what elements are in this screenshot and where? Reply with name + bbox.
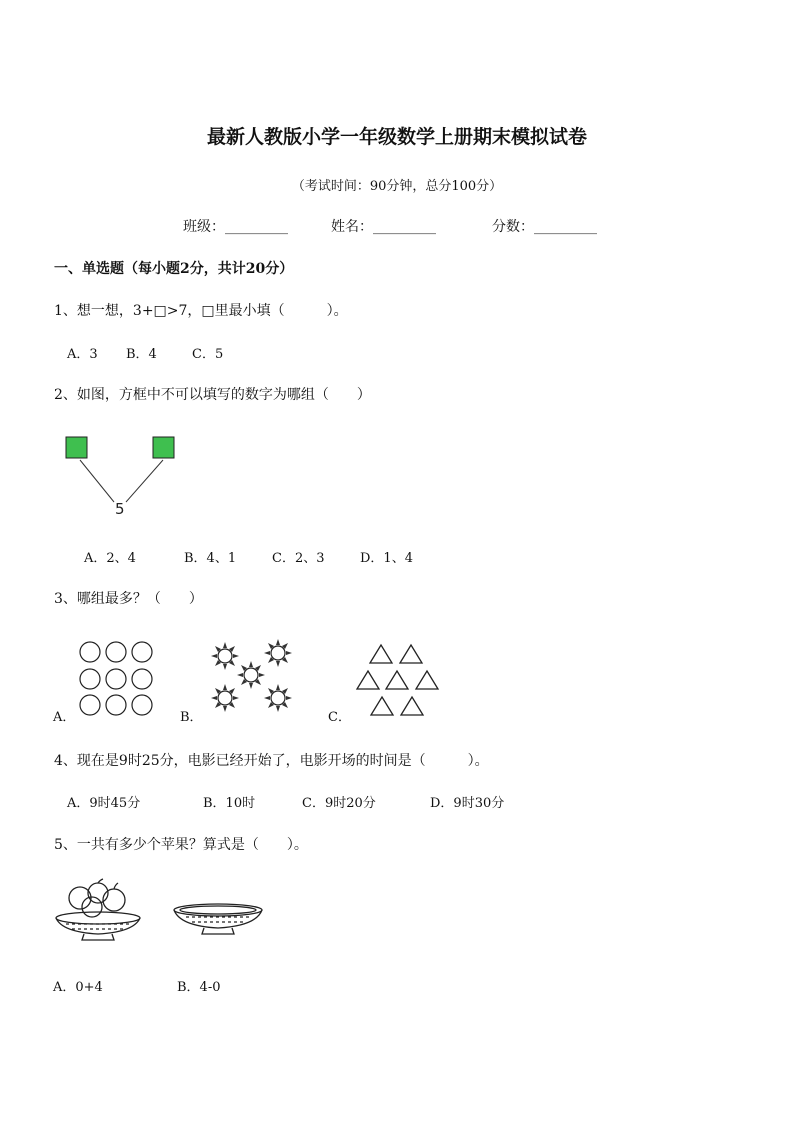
q2-option-d: D．1、4 [360,551,413,566]
q5-option-b: B．4-0 [177,980,221,995]
q4-option-d: D．9时30分 [430,796,505,811]
page-title: 最新人教版小学一年级数学上册期末模拟试卷 [206,126,587,148]
empty-bowl [170,900,266,944]
right-branch-line [126,460,163,502]
exam-subtitle: （考试时间：90分钟，总分100分） [291,179,503,194]
bowl-with-apples [52,880,144,942]
q3-option-b: B． [180,710,203,725]
q2-option-b: B．4、1 [184,551,237,566]
q1-option-a: A．3 [67,347,98,362]
q4-option-a: A．9时45分 [67,796,141,811]
q5-option-a: A．0+4 [53,980,103,995]
q2-figure [60,432,190,522]
question-3-text: 3、哪组最多？（ ） [54,591,203,607]
left-branch-line [80,460,114,502]
section-heading: 一、单选题（每小题2分，共计20分） [54,261,294,277]
question-4-text: 4、现在是9时25分，电影已经开始了，电影开场的时间是（ ）。 [54,753,489,769]
question-1-text: 1、想一想，3+□>7，□里最小填（ ）。 [54,303,348,319]
q1-option-b: B．4 [126,347,157,362]
name-field: 姓名：_________ [331,219,436,235]
triangles-group [356,643,441,719]
figure-number: 5 [115,500,125,518]
class-field: 班级：_________ [183,219,288,235]
q1-option-c: C．5 [192,347,224,362]
q3-option-c: C． [328,710,351,725]
question-5-text: 5、一共有多少个苹果？算式是（ ）。 [54,837,308,853]
q4-option-b: B．10时 [203,796,256,811]
score-field: 分数：_________ [492,219,597,235]
suns-group [205,636,300,718]
q4-option-c: C．9时20分 [302,796,376,811]
q2-option-a: A．2、4 [84,551,136,566]
question-2-text: 2、如图，方框中不可以填写的数字为哪组（ ） [54,387,371,403]
q3-option-a: A． [53,710,76,725]
q2-option-c: C．2、3 [272,551,325,566]
right-number-box [153,437,174,458]
left-number-box [66,437,87,458]
circles-group [78,640,158,718]
